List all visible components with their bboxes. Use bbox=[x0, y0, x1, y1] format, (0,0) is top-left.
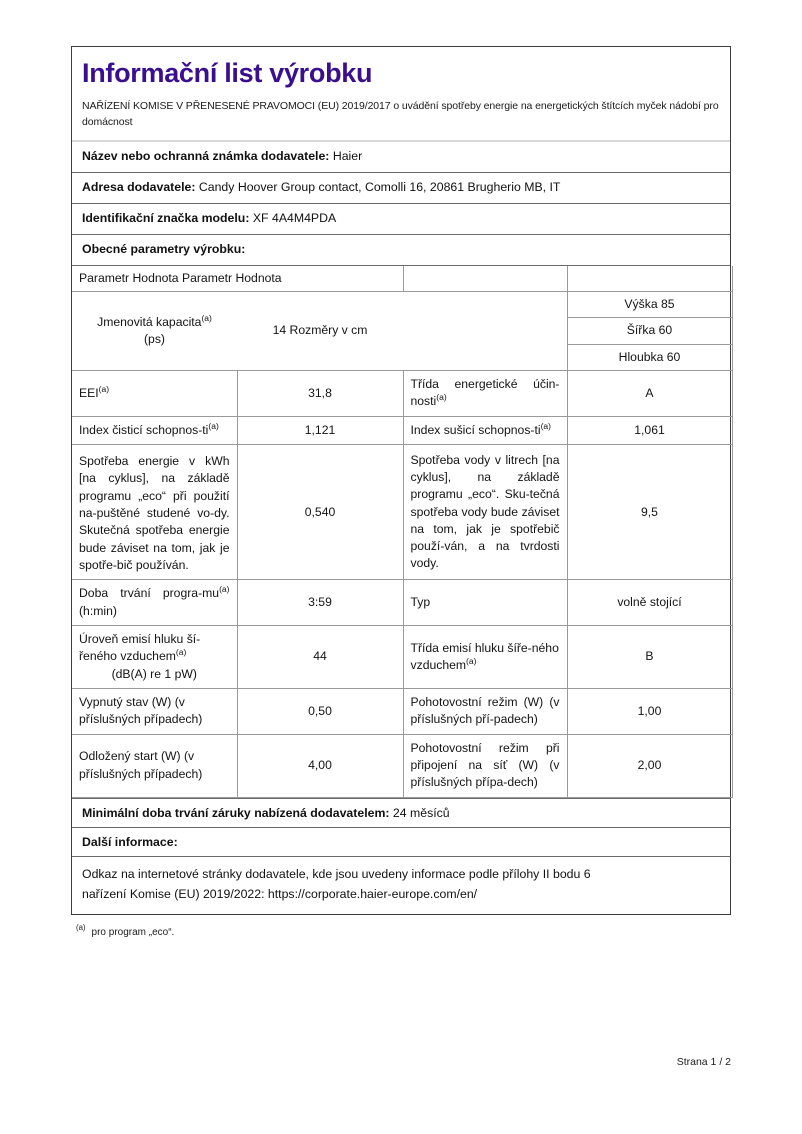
noise-class-value: B bbox=[567, 625, 732, 688]
model-identifier-row bbox=[72, 204, 730, 235]
rated-capacity-value-and-dimension-label: 14 Rozměry v cm bbox=[272, 323, 368, 338]
cleaning-index-value: 1,121 bbox=[237, 416, 403, 444]
supplier-name-value: Haier bbox=[332, 148, 363, 163]
rated-capacity-unit: (ps) bbox=[144, 332, 165, 347]
delay-start-label: Odložený start (W) (v příslušných případech) bbox=[72, 734, 237, 797]
energy-class-value: A bbox=[567, 371, 732, 417]
warranty-value: 24 měsíců bbox=[392, 805, 450, 820]
networked-standby-value: 2,00 bbox=[567, 734, 732, 797]
programme-duration-value: 3:59 bbox=[237, 580, 403, 626]
energy-consumption-value: 0,540 bbox=[237, 445, 403, 580]
dimensions-cell bbox=[567, 292, 732, 371]
model-identifier-label: Identifikační značka modelu: bbox=[82, 210, 250, 225]
type-label: Typ bbox=[403, 580, 567, 626]
supplier-website-line-1: Odkaz na internetové stránky dodavatele, kde jsou uvedeny informace podle přílohy II bodu 6 bbox=[82, 866, 591, 881]
further-info-row bbox=[72, 827, 730, 856]
off-mode-value: 0,50 bbox=[237, 688, 403, 734]
noise-level-value: 44 bbox=[237, 625, 403, 688]
cleaning-index-label: Index čisticí schopnos-ti$^{(a)}$ bbox=[72, 416, 237, 444]
warranty-label: Minimální doba trvání záruky nabízená dodavatelem: bbox=[82, 805, 390, 820]
off-mode-label: Vypnutý stav (W) (v příslušných případech) bbox=[72, 688, 237, 734]
supplier-address-row bbox=[72, 173, 730, 204]
table-row bbox=[72, 445, 732, 580]
footnote-marker-icon: (a) bbox=[540, 420, 552, 431]
water-consumption-value: 9,5 bbox=[567, 445, 732, 580]
eei-label: EEI$^{(a)}$ bbox=[72, 371, 237, 417]
page-title: Informační list výrobku bbox=[82, 58, 373, 88]
title-block bbox=[72, 47, 730, 142]
general-parameters-label: Obecné parametry výrobku: bbox=[82, 241, 246, 256]
regulation-subtitle: NAŘÍZENÍ KOMISE V PŘENESENÉ PRAVOMOCI (EU) 2019/2017 o uvádění spotřeby energie na energetických štítcích myček nádobí pro domácnost bbox=[82, 100, 719, 128]
networked-standby-label: Pohotovostní režim při připojení na síť (W) (v příslušných přípa-dech) bbox=[403, 734, 567, 797]
supplier-address-label: Adresa dodavatele: bbox=[82, 179, 196, 194]
supplier-website-block bbox=[72, 856, 730, 916]
table-header-row bbox=[72, 266, 732, 292]
dimension-height: Výška 85 bbox=[568, 292, 732, 318]
programme-duration-label: Doba trvání progra-mu$^{(a)}$ (h:min) bbox=[72, 580, 237, 626]
page-number: Strana 1 / 2 bbox=[676, 1056, 731, 1068]
energy-class-label: Třída energetické účin-nosti$^{(a)}$ bbox=[403, 371, 567, 417]
document-frame bbox=[71, 46, 731, 915]
footnote-marker-icon: (a) bbox=[201, 312, 212, 323]
supplier-name-row bbox=[72, 142, 730, 173]
eei-value: 31,8 bbox=[237, 371, 403, 417]
supplier-address-value: Candy Hoover Group contact, Comolli 16, 20861 Brugherio MB, IT bbox=[198, 179, 561, 194]
table-row bbox=[72, 734, 732, 797]
further-info-label: Další informace: bbox=[82, 834, 178, 849]
general-parameters-row bbox=[72, 235, 730, 266]
energy-consumption-label: Spotřeba energie v kWh [na cyklus], na základě programu „eco“ při použití na-puštěné studené vo-dy. Skutečná spotřeba energie bude záviset na tom, jak je spotře-bič používán. bbox=[72, 445, 237, 580]
table-row bbox=[72, 625, 732, 688]
noise-level-label: Úroveň emisí hluku ší-řeného vzduchem$^{(a)}$ (dB(A) re 1 pW) bbox=[72, 625, 237, 688]
noise-level-unit: (dB(A) re 1 pW) bbox=[111, 666, 197, 681]
table-row bbox=[72, 688, 732, 734]
footnote-marker: (a) bbox=[76, 923, 86, 933]
drying-index-label: Index sušicí schopnos-ti$^{(a)}$ bbox=[403, 416, 567, 444]
warranty-row bbox=[72, 798, 730, 827]
table-row bbox=[72, 416, 732, 444]
footnote-marker-icon: (a) bbox=[436, 392, 447, 403]
dimension-depth: Hloubka 60 bbox=[618, 349, 681, 364]
standby-mode-value: 1,00 bbox=[567, 688, 732, 734]
footnote-marker-icon: (a) bbox=[208, 420, 219, 431]
table-row bbox=[72, 292, 732, 371]
parameters-table bbox=[72, 266, 733, 798]
table-row bbox=[72, 371, 732, 417]
footnote-marker-icon: (a) bbox=[175, 647, 187, 658]
type-value: volně stojící bbox=[567, 580, 732, 626]
footnote bbox=[76, 923, 736, 937]
drying-index-value: 1,061 bbox=[567, 416, 732, 444]
model-identifier-value: XF 4A4M4PDA bbox=[252, 210, 337, 225]
rated-capacity-label: Jmenovitá kapacita$^{(a)}$ bbox=[97, 312, 212, 329]
noise-class-label: Třída emisí hluku šíře-ného vzduchem$^{(a)}$ bbox=[403, 625, 567, 688]
footnote-marker-icon: (a) bbox=[98, 383, 110, 394]
footnote-marker-icon: (a) bbox=[219, 584, 230, 595]
table-header-text: Parametr Hodnota Parametr Hodnota bbox=[79, 270, 282, 285]
footnote-text: pro program „eco“. bbox=[91, 926, 175, 938]
table-row bbox=[72, 580, 732, 626]
supplier-name-label: Název nebo ochranná známka dodavatele: bbox=[82, 148, 330, 163]
water-consumption-label: Spotřeba vody v litrech [na cyklus], na základě programu „eco“. Sku-tečná spotřeba vody bude záviset na tom, jak je spotřebič použí-ván, a na tvrdosti vody. bbox=[403, 445, 567, 580]
standby-mode-label: Pohotovostní režim (W) (v příslušných pří-padech) bbox=[403, 688, 567, 734]
supplier-website-line-2: nařízení Komise (EU) 2019/2022: https://corporate.haier-europe.com/en/ bbox=[82, 886, 478, 901]
dimension-width: Šířka 60 bbox=[568, 318, 732, 344]
footnote-marker-icon: (a) bbox=[466, 655, 477, 666]
delay-start-value: 4,00 bbox=[237, 734, 403, 797]
